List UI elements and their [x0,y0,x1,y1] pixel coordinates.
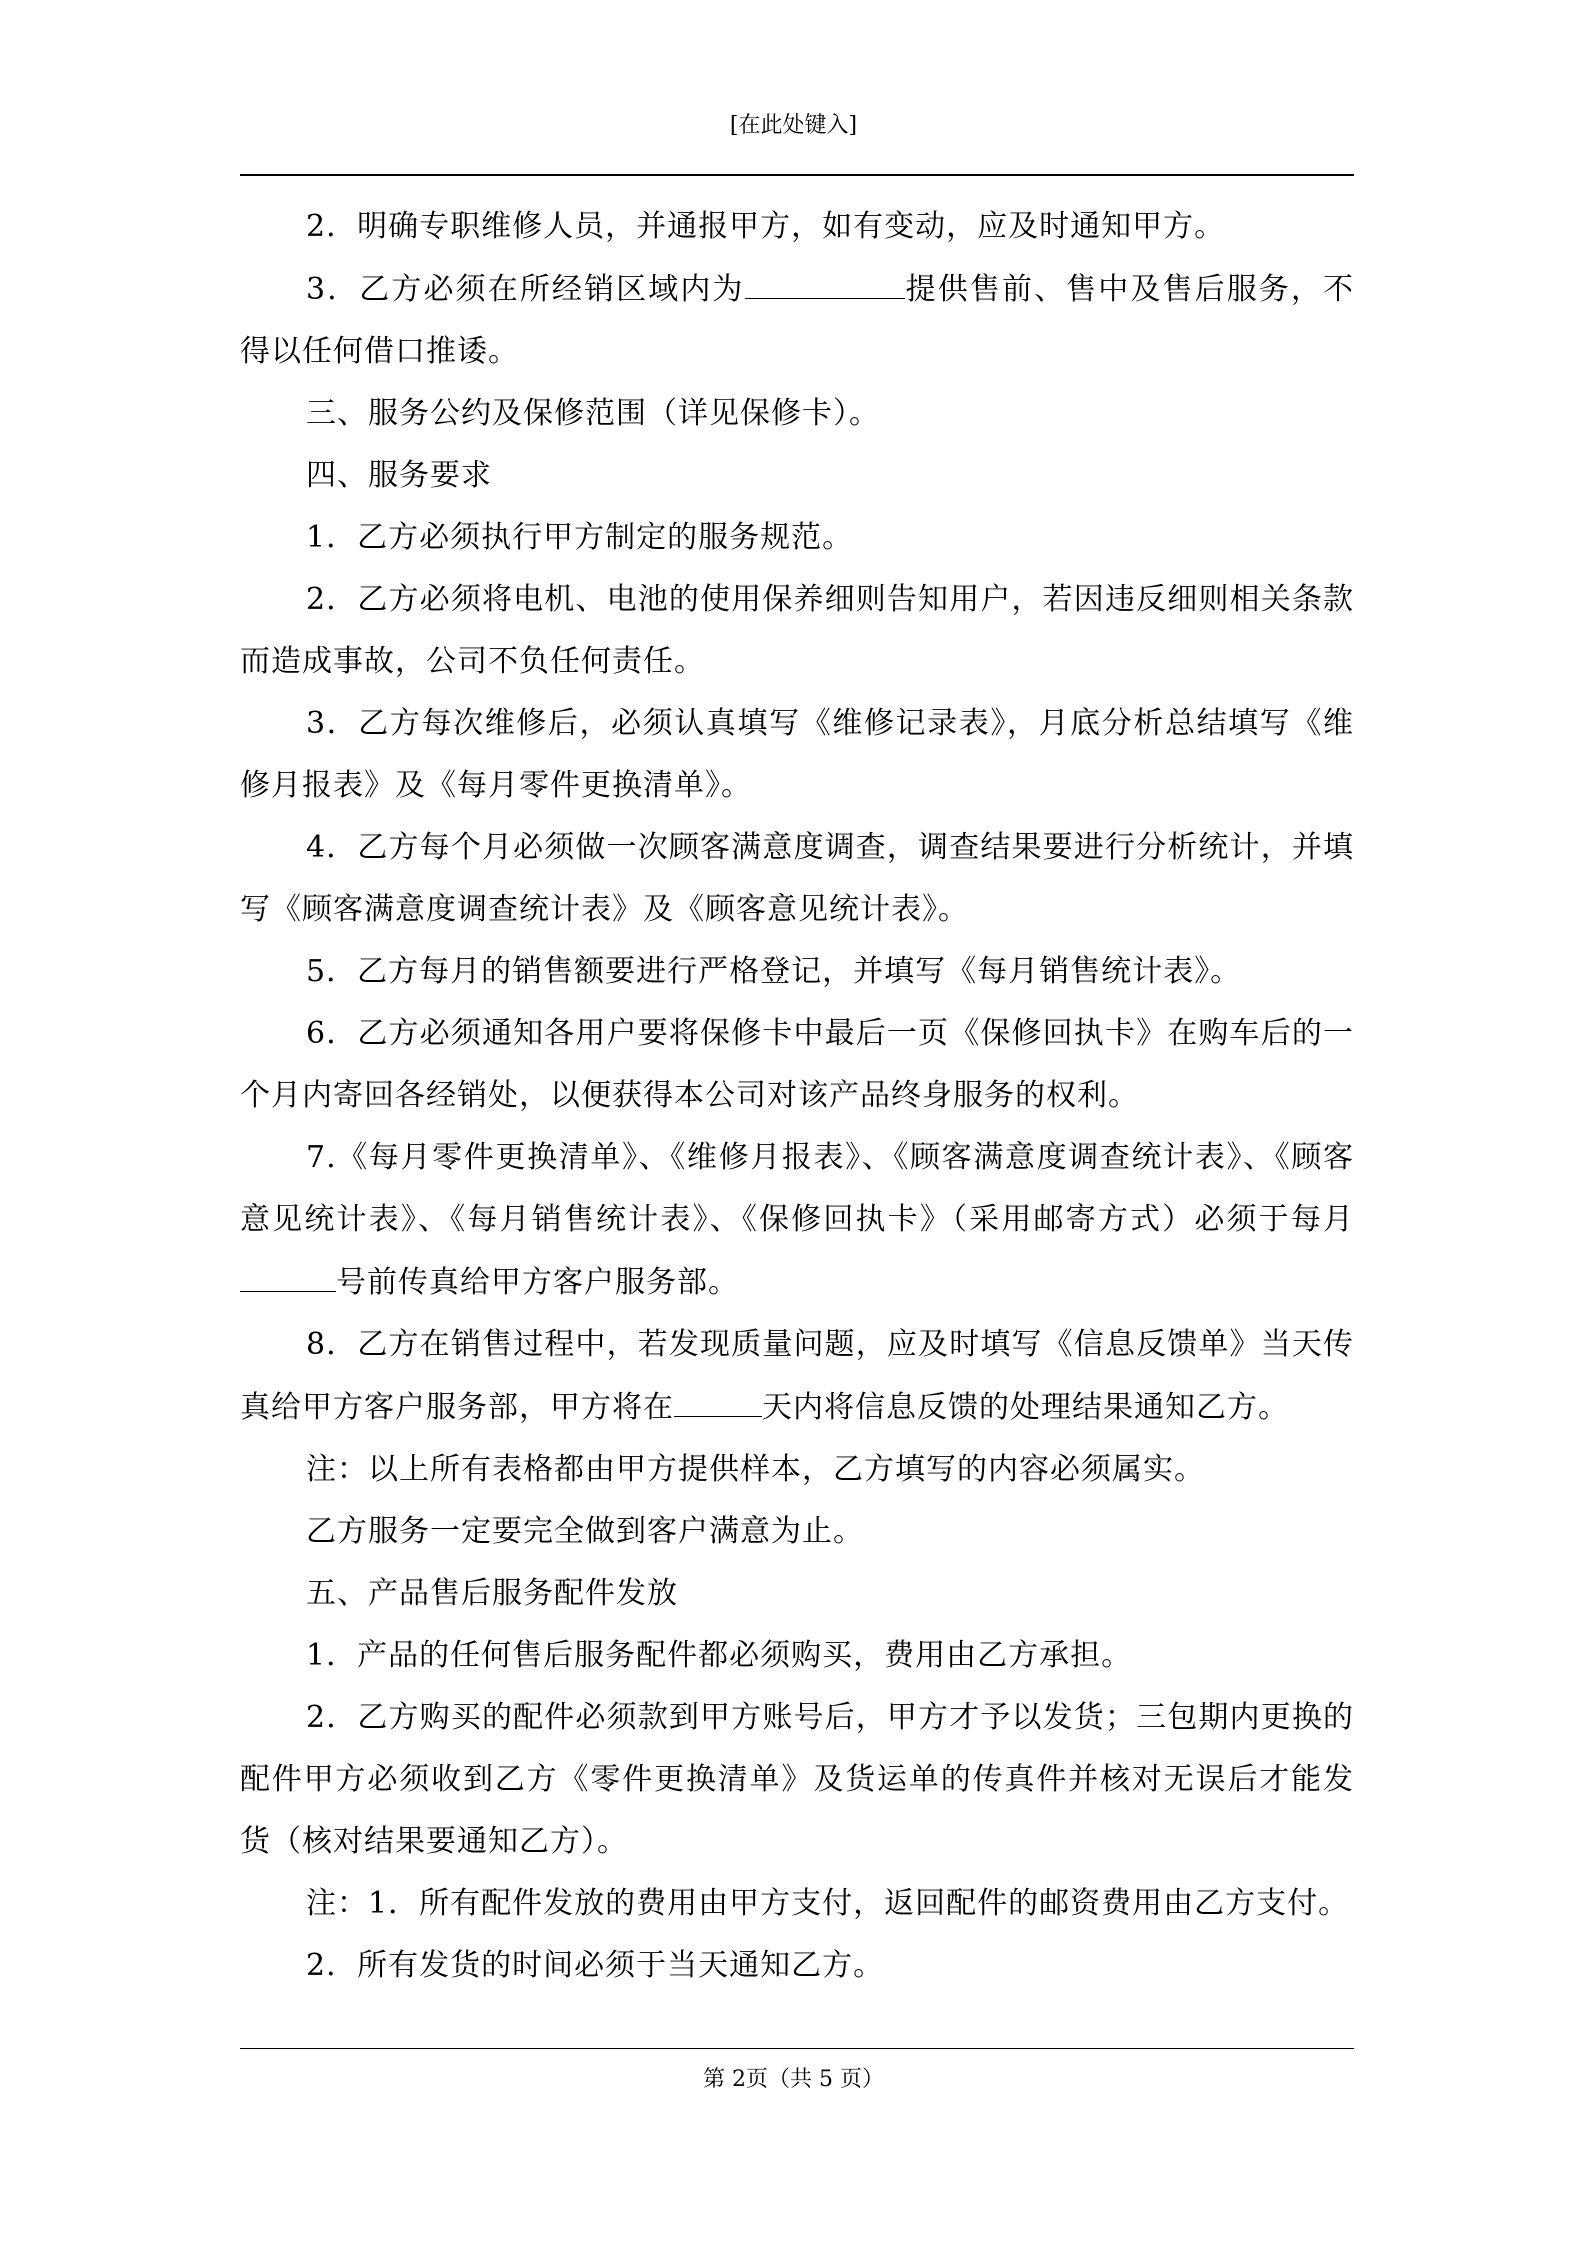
paragraph-text: 3．乙方必须在所经销区域内为 [306,272,745,307]
footer-divider [240,2048,1354,2049]
paragraph: 2．乙方购买的配件必须款到甲方账号后，甲方才予以发货；三包期内更换的配件甲方必须收到乙方《零件更换清单》及货运单的传真件并核对无误后才能发货（核对结果要通知乙方）。 [240,1700,1354,1859]
paragraph [240,1314,1354,1439]
paragraph: 乙方服务一定要完全做到客户满意为止。 [306,1514,864,1549]
paragraph-text: 号前传真给甲方客户服务部。 [336,1265,739,1300]
paragraph: 2．所有发货的时间必须于当天通知乙方。 [306,1948,885,1983]
page-header: [在此处键入] [729,113,858,138]
section-heading: 五、产品售后服务配件发放 [306,1576,678,1611]
page-footer: 第 2页（共 5 页） [703,2067,884,2092]
note: 注：1．所有配件发放的费用由甲方支付，返回配件的邮资费用由乙方支付。 [306,1886,1350,1921]
paragraph: 1．乙方必须执行甲方制定的服务规范。 [306,520,854,555]
paragraph-text: 提供售前、售中及售后服务，不得以任何借口推诿。 [240,272,1354,369]
paragraph-text: 7.《每月零件更换清单》、《维修月报表》、《顾客满意度调查统计表》、《顾客意见统计表》、《每月销售统计表》、《保修回执卡》（采用邮寄方式）必须于每月 [240,1140,1354,1237]
section-heading: 四、服务要求 [306,458,492,493]
paragraph: 1．产品的任何售后服务配件都必须购买，费用由乙方承担。 [306,1638,1133,1673]
fill-in-blank [240,1251,336,1292]
fill-in-blank [745,258,905,299]
paragraph [240,258,1354,383]
paragraph: 4．乙方每个月必须做一次顾客满意度调查，调查结果要进行分析统计，并填写《顾客满意度调查统计表》及《顾客意见统计表》。 [240,830,1354,927]
note: 注：以上所有表格都由甲方提供样本，乙方填写的内容必须属实。 [306,1452,1205,1487]
paragraph: 2．明确专职维修人员，并通报甲方，如有变动，应及时通知甲方。 [306,209,1226,244]
paragraph: 5．乙方每月的销售额要进行严格登记，并填写《每月销售统计表》。 [306,954,1242,989]
paragraph [240,1127,1354,1314]
document-body [240,196,1354,1997]
paragraph: 2．乙方必须将电机、电池的使用保养细则告知用户，若因违反细则相关条款而造成事故，公司不负任何责任。 [240,582,1354,679]
section-heading: 三、服务公约及保修范围（详见保修卡）。 [306,396,880,431]
header-divider [240,174,1354,176]
paragraph-text: 天内将信息反馈的处理结果通知乙方。 [762,1390,1289,1425]
paragraph: 3．乙方每次维修后，必须认真填写《维修记录表》，月底分析总结填写《维修月报表》及《每月零件更换清单》。 [240,706,1354,803]
paragraph: 6．乙方必须通知各用户要将保修卡中最后一页《保修回执卡》在购车后的一个月内寄回各经销处，以便获得本公司对该产品终身服务的权利。 [240,1016,1354,1113]
fill-in-blank [674,1376,762,1417]
paragraph-text: 8．乙方在销售过程中，若发现质量问题，应及时填写《信息反馈单》当天传真给甲方客户服务部，甲方将在 [240,1327,1354,1425]
